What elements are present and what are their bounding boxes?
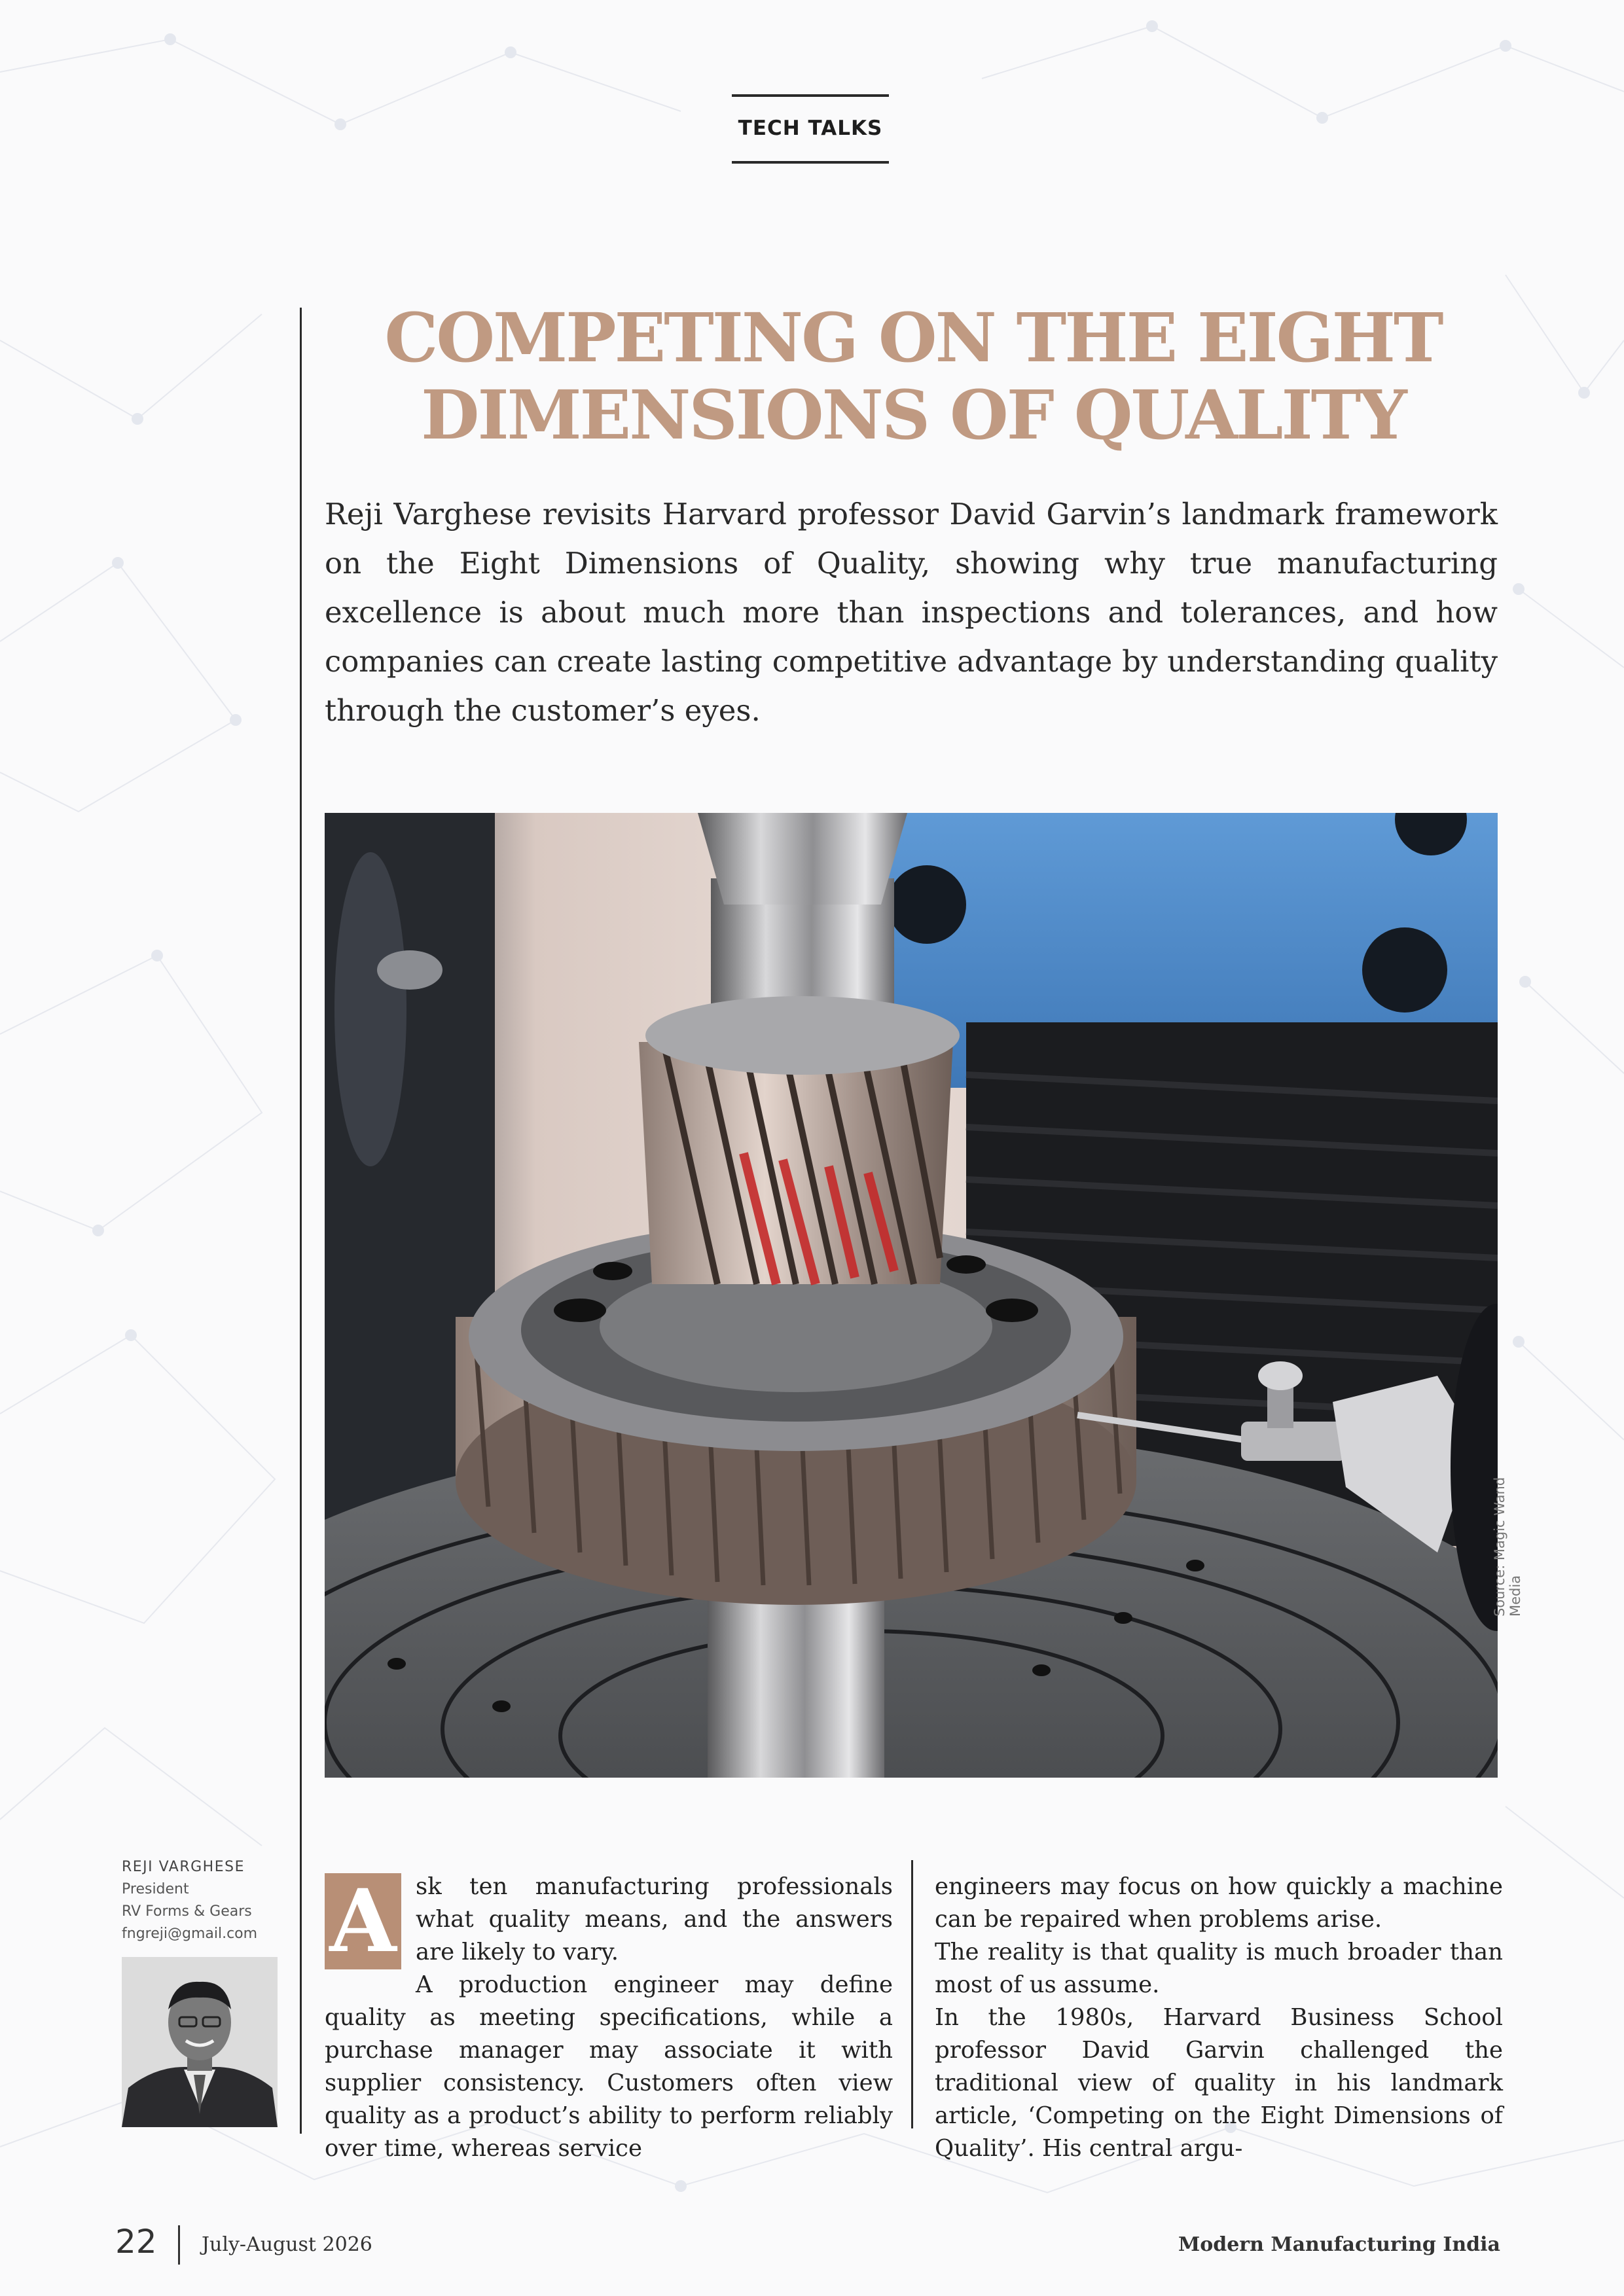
column-divider (911, 1860, 913, 2128)
section-tag (732, 94, 889, 164)
page-number: 22 (115, 2223, 157, 2261)
author-company: RV Forms & Gears (122, 1903, 252, 1920)
col1-paragraph-2: A production engineer may define quality as meeting specifications, while a purchase manager may associate it with supplier consistency. Customers often view quality as a product’s ability to perform reliably over time, whereas service (325, 1971, 893, 2162)
tag-rule-bottom (732, 161, 889, 164)
author-name: REJI VARGHESE (122, 1859, 245, 1875)
magazine-name: Modern Manufacturing India (1178, 2233, 1500, 2256)
gear-inspection-photo (325, 813, 1498, 1778)
section-tag-label: TECH TALKS (738, 117, 883, 140)
standfirst: Reji Varghese revisits Harvard professor David Garvin’s landmark framework on the Eight Dimensions of Quality, showing why true manufacturing excellence is about much more than inspections and tolerances, and how companies can create lasting competitive advantage by understanding quality through the customer’s eyes. (325, 497, 1498, 728)
body-column-1 (325, 1871, 893, 2165)
title-line-1: COMPETING ON THE EIGHT (384, 298, 1442, 378)
col2-paragraph-2: The reality is that quality is much broader than most of us assume. (935, 1939, 1503, 1998)
author-portrait (122, 1957, 278, 2127)
body-column-2 (935, 1871, 1503, 2165)
author-role: President (122, 1881, 189, 1897)
col2-paragraph-3: In the 1980s, Harvard Business School professor David Garvin challenged the traditional view of quality in his landmark article, ‘Competing on the Eight Dimensions of Quality’. His central argu- (935, 2004, 1503, 2162)
drop-cap: A (325, 1873, 401, 1969)
issue-date: July-August 2026 (202, 2233, 372, 2256)
photo-credit: Source: Magic Wand Media (1492, 1477, 1523, 1617)
col1-paragraph-1: sk ten manufacturing professionals what quality means, and the answers are likely to vary. (416, 1873, 893, 1965)
title-line-2: DIMENSIONS OF QUALITY (421, 376, 1405, 455)
author-email: fngreji@gmail.com (122, 1926, 258, 1942)
left-vertical-rule (300, 308, 302, 2134)
footer-separator (178, 2225, 180, 2265)
article-title (327, 300, 1499, 454)
tag-rule-top (732, 94, 889, 97)
col2-paragraph-1: engineers may focus on how quickly a machine can be repaired when problems arise. (935, 1873, 1503, 1933)
author-box (122, 1856, 285, 1945)
